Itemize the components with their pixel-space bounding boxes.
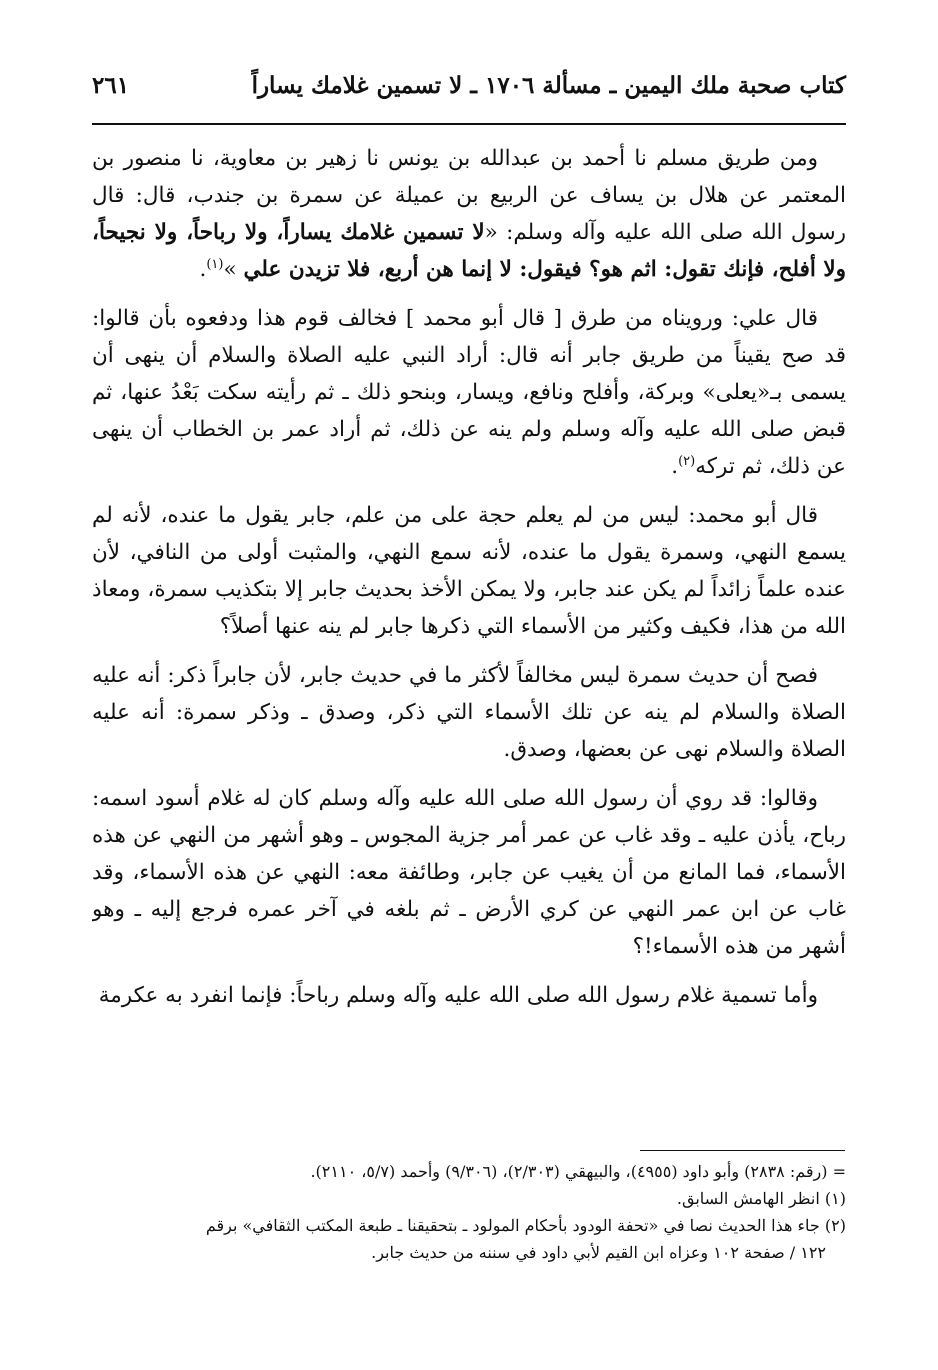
paragraph-objection-jabir bbox=[92, 300, 846, 485]
paragraph-rabah: وقالوا: قد روي أن رسول الله صلى الله عليه وآله وسلم كان له غلام أسود اسمه: رباح، يأذن عليه ـ وقد غاب عن عمر أمر جزية المجوس ـ وهو أشهر من النهي عن هذه الأسماء، فما المانع من أن يغيب عن جابر، وطائفة معه: النهي عن هذه الأسماء، وقد غاب عن ابن عمر النهي عن كري الأرض ـ ثم بلغه في آخر عمره فرجع إليه ـ وهو أشهر من هذه الأسماء!؟ bbox=[92, 786, 846, 959]
paragraph-end: . bbox=[671, 454, 679, 479]
paragraph-response: قال أبو محمد: ليس من لم يعلم حجة على من علم، جابر يقول ما عنده، لأنه لم يسمع النهي، وسمرة يقول ما عنده، لأنه سمع النهي، والمثبت أولى من النافي، لأن عنده علماً زائداً لم يكن عند جابر، ولا يمكن الأخذ بحديث جابر إلا بتكذيب سمرة، ومعاذ الله من هذا، فكيف وكثير من الأسماء التي ذكرها جابر لم ينه عنها أصلاً؟ bbox=[92, 503, 846, 639]
footnote-2: (٢) جاء هذا الحديث نصا في «تحفة الودود بأحكام المولود ـ بتحقيقنا ـ طبعة المكتب الثقافي» برقم bbox=[205, 1216, 846, 1235]
objection-text: قال علي: ورويناه من طرق [ قال أبو محمد ] فخالف قوم هذا ودفعوه بأن قالوا: قد صح يقيناً من طريق جابر أنه قال: أراد النبي عليه الصلاة والسلام أن ينهى أن يسمى بـ«يعلى» وبركة، وأفلح ونافع، ويسار، وبنحو ذلك ـ ثم رأيته سكت بَعْدُ عنها، ثم قبض صلى الله عليه وآله وسلم ولم ينه عن ذلك، ثم أراد عمر بن الخطاب أن ينهى عن ذلك، ثم تركه bbox=[92, 306, 846, 479]
page-header bbox=[92, 72, 846, 112]
footnote-1: (١) انظر الهامش السابق. bbox=[676, 1189, 846, 1208]
hadith-quote: لا تسمين غلامك يساراً، ولا رباحاً، ولا نجيحاً، ولا أفلح، فإنك تقول: اثم هو؟ فيقول: لا إنما هن أربع، فلا تزيدن علي bbox=[92, 220, 846, 282]
page-number: ٢٦١ bbox=[92, 72, 130, 99]
footnote-continuation: = (رقم: ٢٨٣٨) وأبو داود (٤٩٥٥)، والبيهقي (٢/٣٠٣)، (٩/٣٠٦) وأحمد (٥/٧، ٢١١٠). bbox=[310, 1162, 846, 1181]
header-divider bbox=[92, 123, 846, 125]
paragraph-end: . bbox=[199, 257, 207, 282]
running-title: كتاب صحبة ملك اليمين ـ مسألة ١٧٠٦ ـ لا تسمين غلامك يساراً bbox=[251, 72, 846, 99]
quote-close: » bbox=[223, 257, 244, 282]
isnad-text: ومن طريق مسلم نا أحمد بن عبدالله بن يونس نا زهير بن معاوية، نا منصور بن المعتمر عن هلال بن يساف عن الربيع بن عميلة عن سمرة بن جندب، قال: قال رسول الله صلى الله عليه وآله وسلم: « bbox=[92, 146, 846, 245]
footnote-2-continued: ١٢٢ / صفحة ١٠٢ وعزاه ابن القيم لأبي داود في سننه من حديث جابر. bbox=[371, 1243, 826, 1262]
paragraph-ikrima: وأما تسمية غلام رسول الله صلى الله عليه وآله وسلم رباحاً: فإنما انفرد به عكرمة bbox=[98, 983, 818, 1008]
paragraph-reconciliation: فصح أن حديث سمرة ليس مخالفاً لأكثر ما في حديث جابر، لأن جابراً ذكر: أنه عليه الصلاة والسلام لم ينه عن تلك الأسماء التي ذكر، وصدق ـ وذكر سمرة: أنه عليه الصلاة والسلام نهى عن بعضها، وصدق. bbox=[92, 663, 846, 762]
footnote-divider bbox=[640, 1150, 845, 1151]
main-text bbox=[92, 140, 846, 1125]
footnote-ref-1: (١) bbox=[206, 256, 224, 272]
footnote-ref-2: (٢) bbox=[678, 453, 696, 469]
paragraph-hadith-samura bbox=[92, 140, 846, 288]
footnotes bbox=[92, 1158, 846, 1266]
